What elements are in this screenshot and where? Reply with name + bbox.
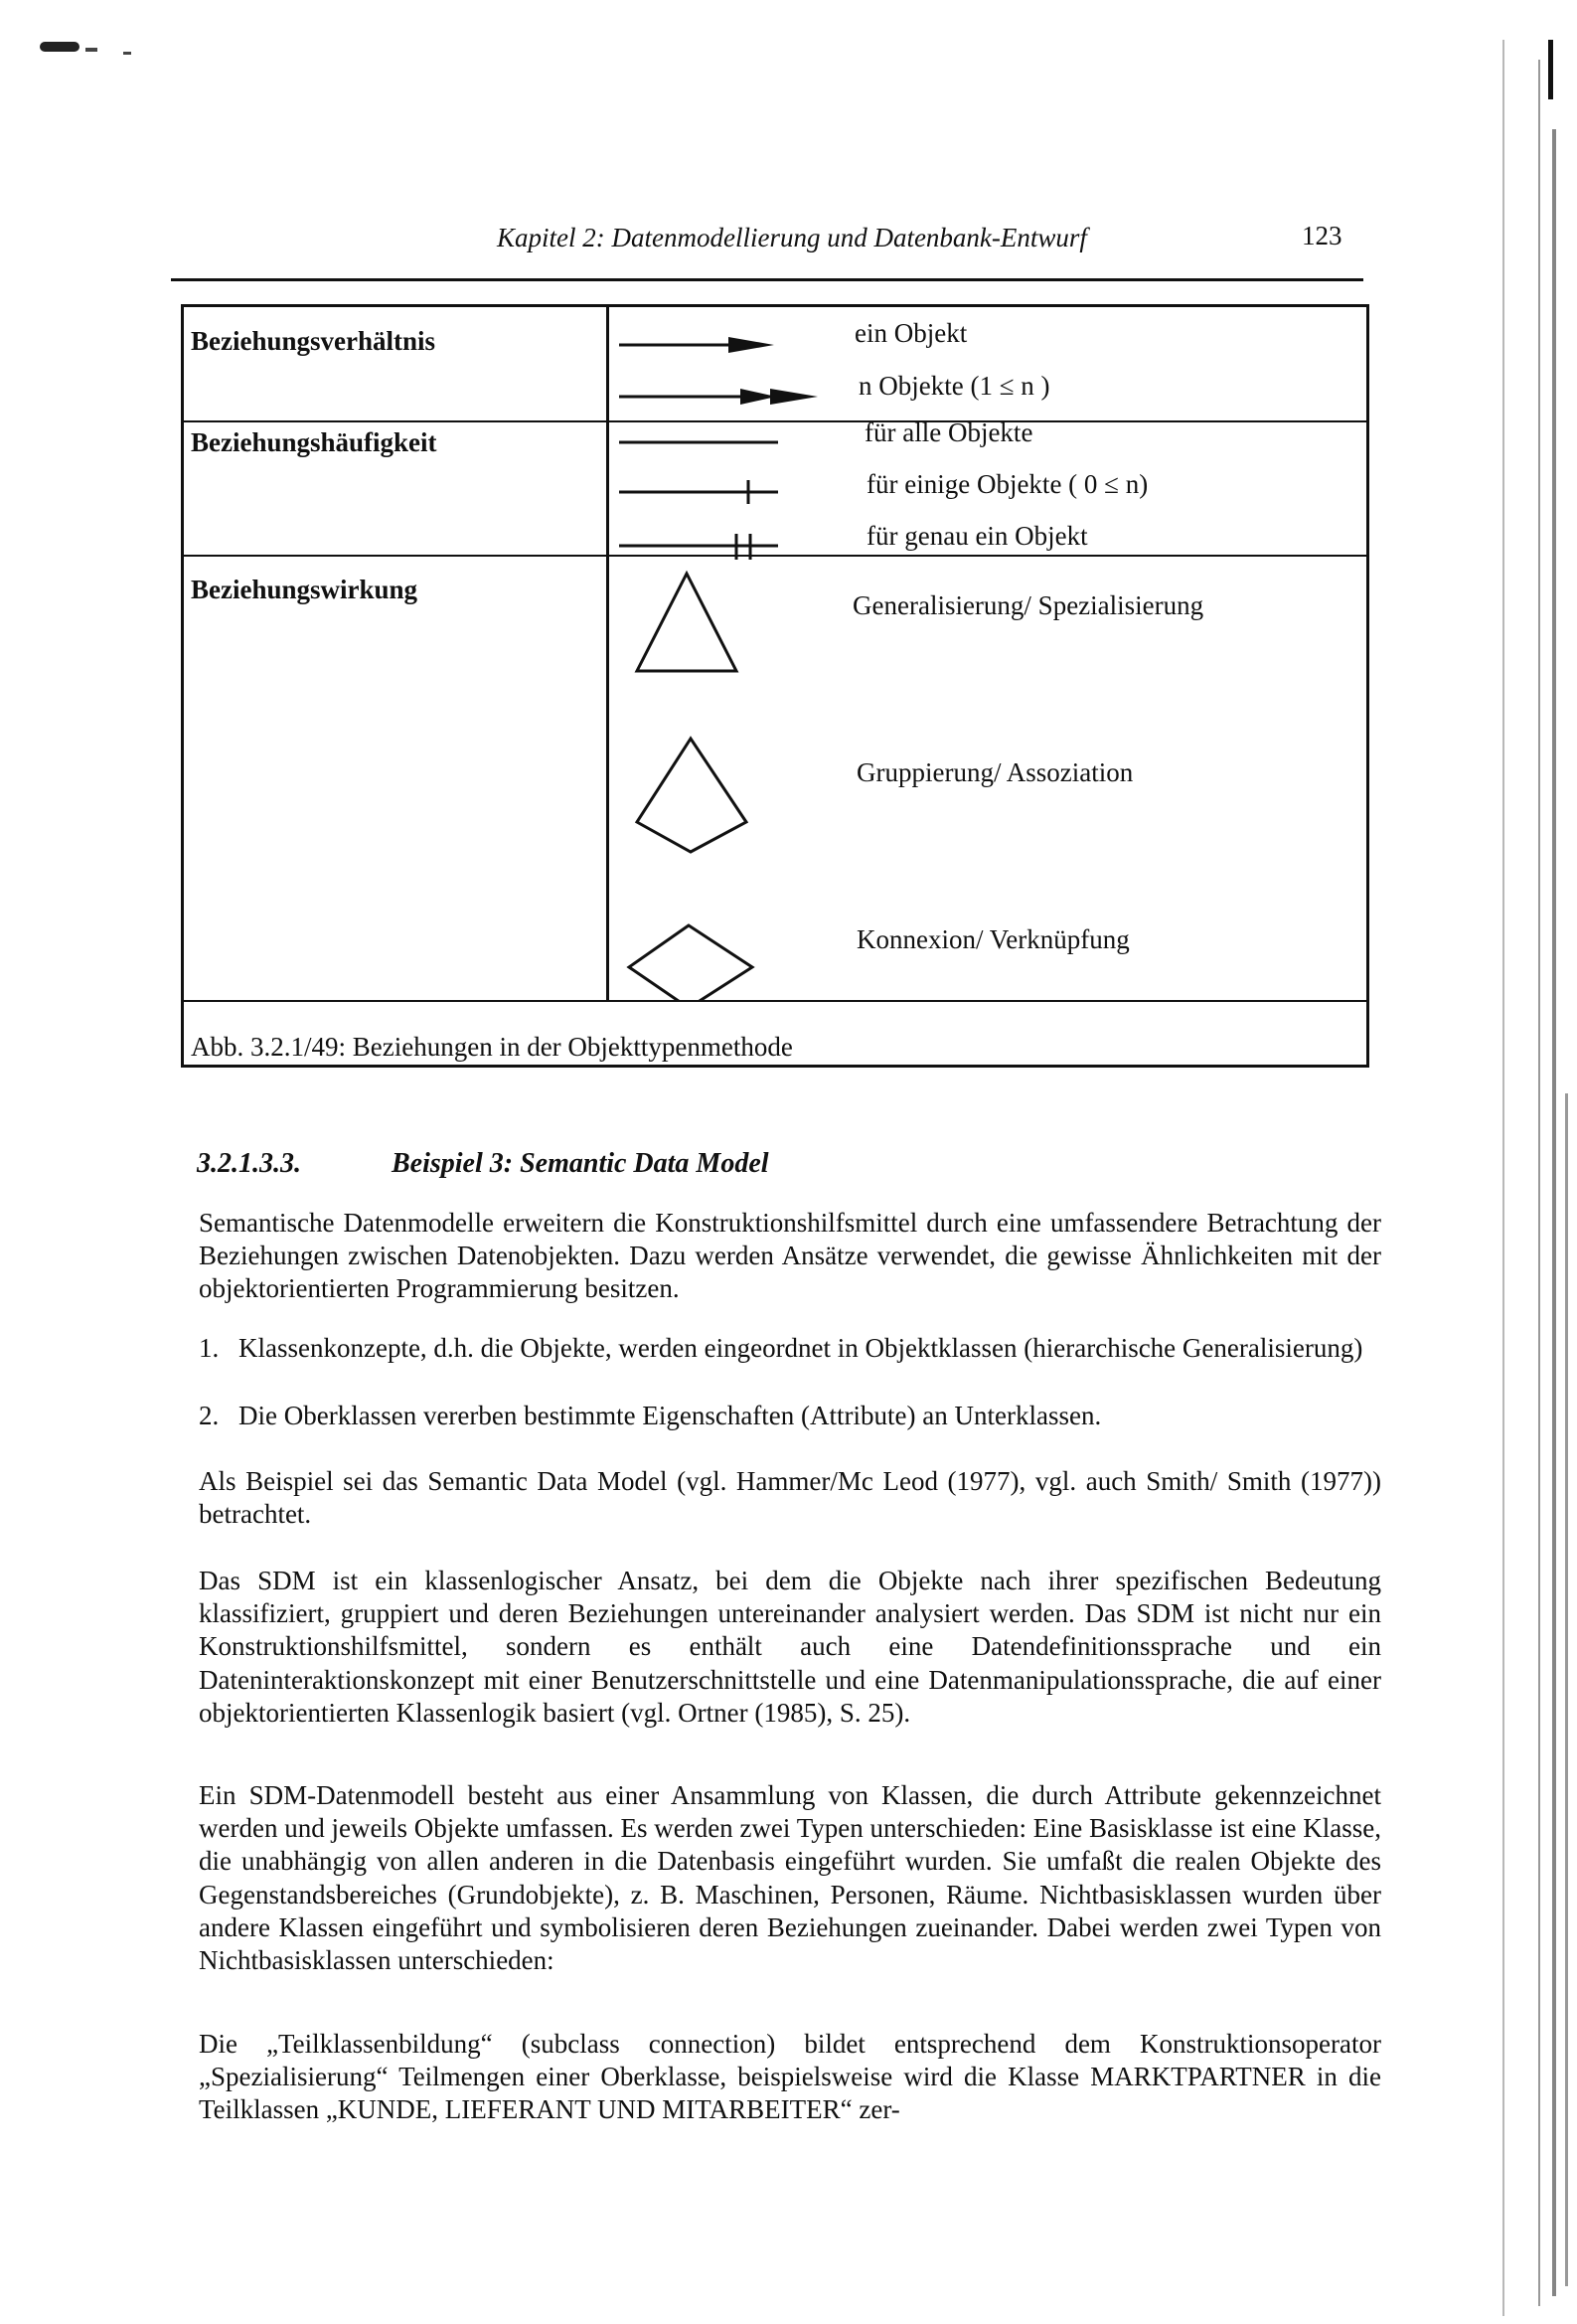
arrow-single-icon (619, 337, 774, 353)
legend-gruppierung: Gruppierung/ Assoziation (857, 757, 1134, 787)
legend-fuer-einige-objekte: für einige Objekte ( 0 ≤ n) (867, 469, 1149, 499)
legend-fuer-alle-objekte: für alle Objekte (865, 417, 1033, 447)
triangle-icon (637, 574, 736, 671)
pentagon-icon (637, 739, 746, 852)
line-two-bars-icon (619, 534, 778, 560)
figure-caption-divider (181, 1000, 1369, 1002)
page-number: 123 (1302, 221, 1342, 250)
list-item-number: 2. (199, 1401, 220, 1430)
scan-margin-line (1548, 40, 1553, 99)
row-label-beziehungshaeufigkeit: Beziehungshäufigkeit (191, 427, 437, 457)
scan-margin-line (1502, 40, 1504, 2316)
scan-artifact-mark (40, 42, 79, 52)
scan-margin-line (1565, 1093, 1568, 2286)
row-label-beziehungsverhaeltnis: Beziehungsverhältnis (191, 326, 436, 356)
scan-artifact-mark (123, 52, 131, 55)
paragraph-2: Als Beispiel sei das Semantic Data Model (vgl. Hammer/Mc Leod (1977), vgl. auch Smith/ Smith (1977)) betrachtet. (199, 1466, 1381, 1530)
list-item (199, 1332, 1381, 1364)
scan-margin-line (1538, 60, 1540, 2306)
list-item-number: 1. (199, 1333, 220, 1363)
legend-ein-objekt: ein Objekt (855, 318, 968, 348)
legend-fuer-genau-ein-objekt: für genau ein Objekt (867, 521, 1088, 551)
arrow-double-icon (619, 389, 818, 405)
figure-caption: Abb. 3.2.1/49: Beziehungen in der Objekttypenmethode (191, 1032, 793, 1062)
list-item (199, 1400, 1381, 1431)
legend-konnexion: Konnexion/ Verknüpfung (857, 924, 1130, 954)
paragraph-3: Das SDM ist ein klassenlogischer Ansatz, bei dem die Objekte nach ihrer spezifischen Bedeutung klassifiziert, gruppiert und deren Beziehungen untereinander analysiert werden. Das SDM ist nicht nur ein Konstruktionshilfsmittel, sondern es enthält auch eine Datendefinitionssprache und ein Dateninteraktionskonzept mit einer Benutzerschnittstelle und eine Datenmanipulationssprache, die auf einer objektorientierten Klassenlogik basiert (vgl. Ortner (1985), S. 25). (199, 1566, 1381, 1728)
legend-n-objekte: n Objekte (1 ≤ n ) (859, 371, 1050, 401)
section-title: Beispiel 3: Semantic Data Model (392, 1148, 769, 1179)
diamond-icon (629, 925, 752, 1000)
list-item-text: Die Oberklassen vererben bestimmte Eigenschaften (Attribute) an Unterklassen. (238, 1401, 1102, 1430)
paragraph-5: Die „Teilklassenbildung“ (subclass connection) bildet entsprechend dem Konstruktionsoperator „Spezialisierung“ Teilmengen einer Oberklasse, beispielsweise wird die Klasse MARKTPARTNER in die Teilklassen „KUNDE, LIEFERANT UND MITARBEITER“ zer- (199, 2029, 1381, 2125)
paragraph-4: Ein SDM-Datenmodell besteht aus einer Ansammlung von Klassen, die durch Attribute gekennzeichnet werden und jeweils Objekte umfassen. Es werden zwei Typen unterschieden: Eine Basisklasse ist eine Klasse, die unabhängig von allen anderen in die Datenbasis eingeführt wurden. Sie umfaßt die realen Objekte des Gegenstandsbereiches (Grundobjekte), z. B. Maschinen, Personen, Räume. Nichtbasisklassen wurden über andere Klassen eingeführt und symbolisieren deren Beziehungen zueinander. Dabei werden zwei Typen von Nichtbasisklassen unterschieden: (199, 1780, 1381, 1976)
scan-artifact-mark (85, 48, 97, 52)
running-header-title: Kapitel 2: Datenmodellierung und Datenbank-Entwurf (497, 223, 1087, 252)
paragraph-1: Semantische Datenmodelle erweitern die Konstruktionshilfsmittel durch eine umfassendere Betrachtung der Beziehungen zwischen Datenobjekten. Dazu werden Ansätze verwendet, die gewisse Ähnlichkeiten mit der objektorientierten Programmierung besitzen. (199, 1208, 1381, 1304)
list-item-text: Klassenkonzepte, d.h. die Objekte, werden eingeordnet in Objektklassen (hierarchische Generalisierung) (238, 1333, 1363, 1363)
figure-symbols (609, 307, 1366, 1000)
row-label-beziehungswirkung: Beziehungswirkung (191, 575, 418, 604)
section-number: 3.2.1.3.3. (197, 1148, 301, 1179)
legend-generalisierung: Generalisierung/ Spezialisierung (853, 590, 1204, 620)
line-one-bar-icon (619, 480, 778, 504)
header-rule (171, 278, 1363, 281)
scan-margin-line (1552, 129, 1556, 2296)
